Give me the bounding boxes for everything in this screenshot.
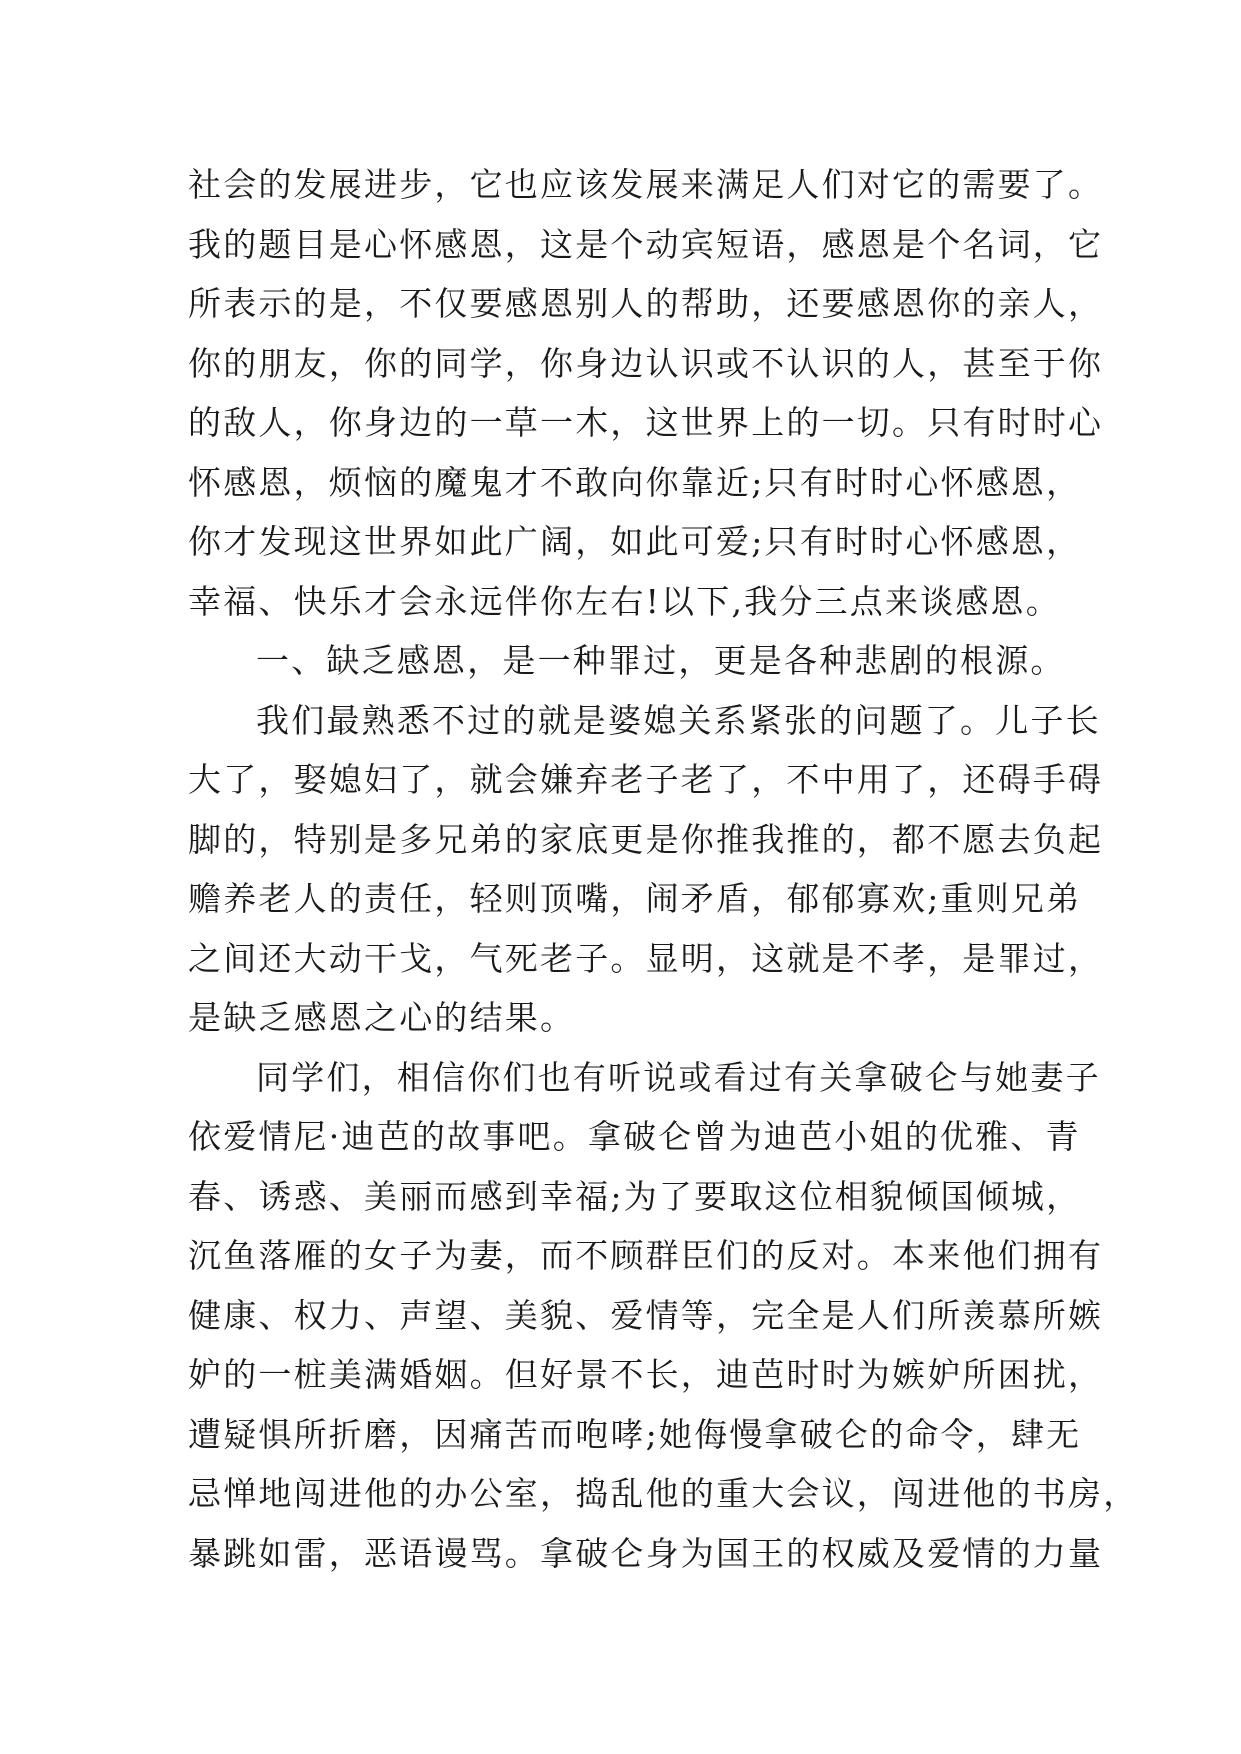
- text-line: 所表示的是，不仅要感恩别人的帮助，还要感恩你的亲人，: [188, 284, 1104, 323]
- text-line: 我们最熟悉不过的就是婆媳关系紧张的问题了。儿子长: [256, 700, 1101, 740]
- text-line: 健康、权力、声望、美貌、爱情等，完全是人们所羡慕所嫉: [188, 1295, 1104, 1335]
- text-line: 春、诱惑、美丽而感到幸福;为了要取这位相貌倾国倾城，: [188, 1176, 1082, 1216]
- text-line: 一、缺乏感恩，是一种罪过，更是各种悲剧的根源。: [256, 641, 1066, 680]
- text-line: 依爱情尼·迪芭的故事吧。拿破仑曾为迪芭小姐的优雅、青: [188, 1117, 1081, 1156]
- text-line: 的敌人，你身边的一草一木，这世界上的一切。只有时时心: [188, 403, 1104, 442]
- text-line: 社会的发展进步，它也应该发展来满足人们对它的需要了。: [188, 165, 1104, 204]
- text-line: 妒的一桩美满婚姻。但好景不长，迪芭时时为嫉妒所困扰，: [188, 1355, 1104, 1394]
- text-line: 暴跳如雷，恶语谩骂。拿破仑身为国王的权威及爱情的力量: [188, 1533, 1104, 1573]
- text-line: 遭疑惧所折磨，因痛苦而咆哮;她侮慢拿破仑的命令，肆无: [188, 1414, 1082, 1454]
- text-line: 脚的，特别是多兄弟的家底更是你推我推的，都不愿去负起: [188, 819, 1104, 859]
- text-line: 沉鱼落雁的女子为妻，而不顾群臣们的反对。本来他们拥有: [188, 1236, 1104, 1275]
- text-line: 你的朋友，你的同学，你身边认识或不认识的人，甚至于你: [188, 343, 1104, 383]
- body-text: [188, 155, 1139, 1583]
- text-line: 怀感恩，烦恼的魔鬼才不敢向你靠近;只有时时心怀感恩，: [188, 462, 1082, 502]
- text-line: 同学们，相信你们也有听说或看过有关拿破仑与她妻子: [256, 1057, 1101, 1097]
- text-line: 忌惮地闯进他的办公室，捣乱他的重大会议，闯进他的书房，: [188, 1474, 1139, 1513]
- text-line: 之间还大动干戈，气死老子。显明，这就是不孝，是罪过，: [188, 938, 1104, 978]
- text-line: 我的题目是心怀感恩，这是个动宾短语，感恩是个名词，它: [188, 224, 1104, 264]
- text-line: 大了，娶媳妇了，就会嫌弃老子老了，不中用了，还碍手碍: [188, 760, 1104, 799]
- text-line: 赡养老人的责任，轻则顶嘴，闹矛盾，郁郁寡欢;重则兄弟: [188, 879, 1082, 918]
- text-line: 你才发现这世界如此广阔，如此可爱;只有时时心怀感恩，: [188, 522, 1082, 561]
- text-line: 幸福、快乐才会永远伴你左右!以下,我分三点来谈感恩。: [188, 581, 1061, 621]
- text-line: 是缺乏感恩之心的结果。: [188, 998, 576, 1037]
